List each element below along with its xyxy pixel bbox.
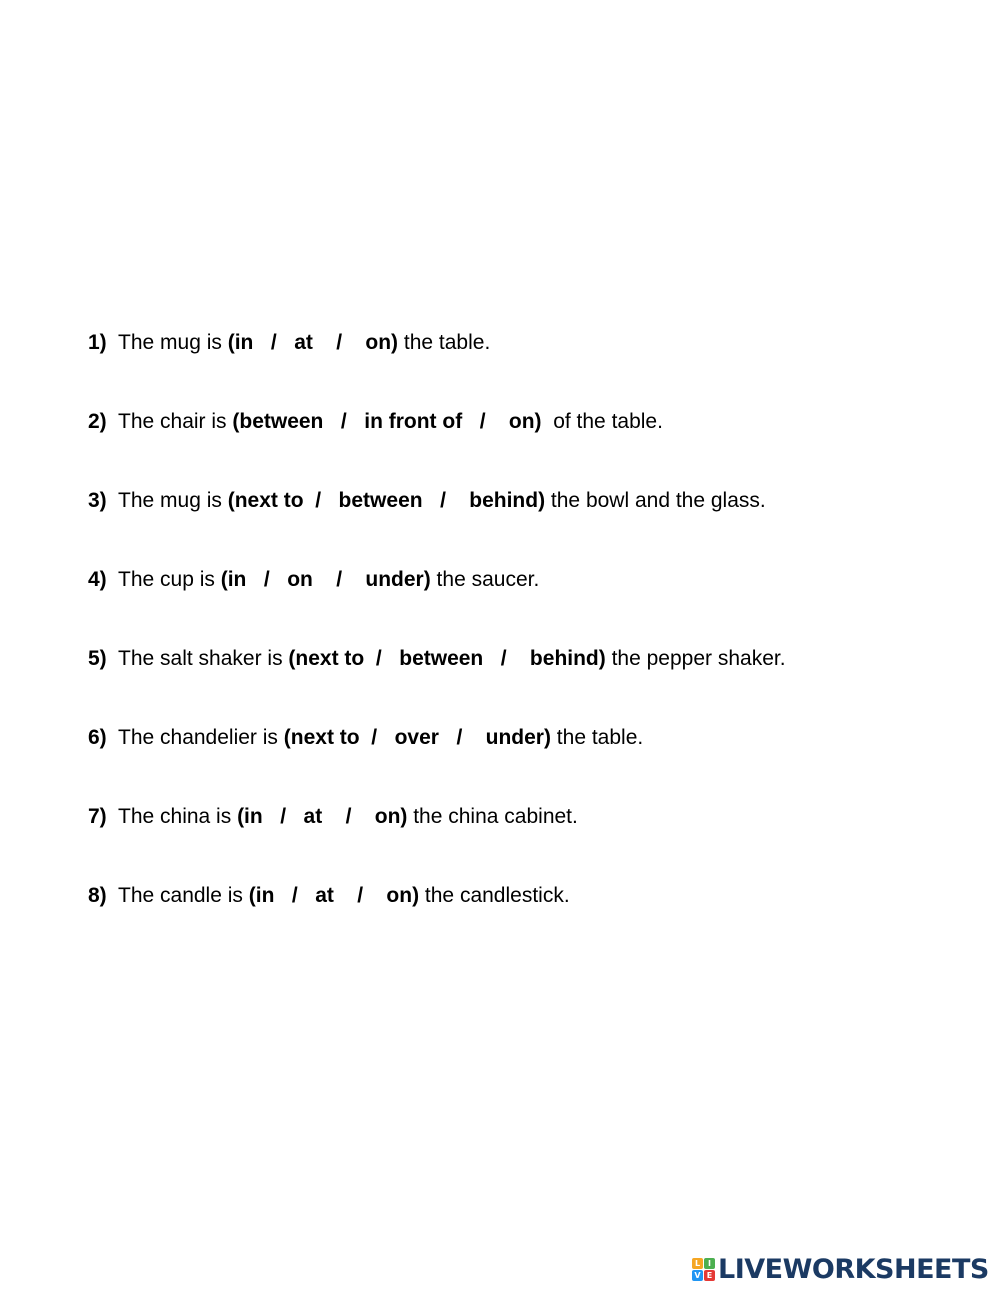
question-stem: The chandelier is [118, 726, 284, 749]
question-stem: The salt shaker is [118, 647, 289, 670]
question-3 [88, 486, 968, 565]
question-1 [88, 328, 968, 407]
logo-tile: I [704, 1258, 715, 1269]
question-tail: the pepper shaker. [605, 647, 786, 670]
question-tail: the bowl and the glass. [545, 489, 766, 512]
question-number: 4) [88, 568, 107, 591]
answer-choices[interactable]: (next to / between / behind) [288, 647, 606, 670]
question-number: 1) [88, 331, 107, 354]
worksheet-questions [88, 328, 968, 960]
question-number: 3) [88, 489, 107, 512]
question-number: 8) [88, 884, 107, 907]
brand-name: LIVEWORKSHEETS [718, 1253, 989, 1285]
answer-choices[interactable]: (between / in front of / on) [232, 410, 542, 433]
liveworksheets-brand[interactable] [692, 1252, 989, 1286]
question-7 [88, 802, 968, 881]
question-stem: The china is [118, 805, 238, 828]
question-stem: The candle is [118, 884, 249, 907]
question-tail: the saucer. [430, 568, 540, 591]
answer-choices[interactable]: (in / at / on) [237, 805, 408, 828]
answer-choices[interactable]: (in / at / on) [227, 331, 399, 354]
question-number: 6) [88, 726, 107, 749]
question-tail: the china cabinet. [407, 805, 578, 828]
question-6 [88, 723, 968, 802]
logo-tile: V [692, 1270, 703, 1281]
question-2 [88, 407, 968, 486]
question-tail: of the table. [541, 410, 663, 433]
question-number: 5) [88, 647, 107, 670]
question-8 [88, 881, 968, 960]
question-number: 7) [88, 805, 107, 828]
logo-tile: E [704, 1270, 715, 1281]
question-4 [88, 565, 968, 644]
answer-choices[interactable]: (next to / between / behind) [227, 489, 546, 512]
question-tail: the candlestick. [419, 884, 570, 907]
question-stem: The cup is [118, 568, 221, 591]
liveworksheets-logo-icon [692, 1258, 715, 1281]
answer-choices[interactable]: (next to / over / under) [283, 726, 551, 749]
question-tail: the table. [550, 726, 644, 749]
question-stem: The mug is [118, 489, 228, 512]
question-stem: The mug is [118, 331, 228, 354]
logo-tile: L [692, 1258, 703, 1269]
question-stem: The chair is [118, 410, 233, 433]
question-number: 2) [88, 410, 107, 433]
answer-choices[interactable]: (in / on / under) [220, 568, 431, 591]
question-5 [88, 644, 968, 723]
answer-choices[interactable]: (in / at / on) [248, 884, 420, 907]
question-tail: the table. [398, 331, 491, 354]
